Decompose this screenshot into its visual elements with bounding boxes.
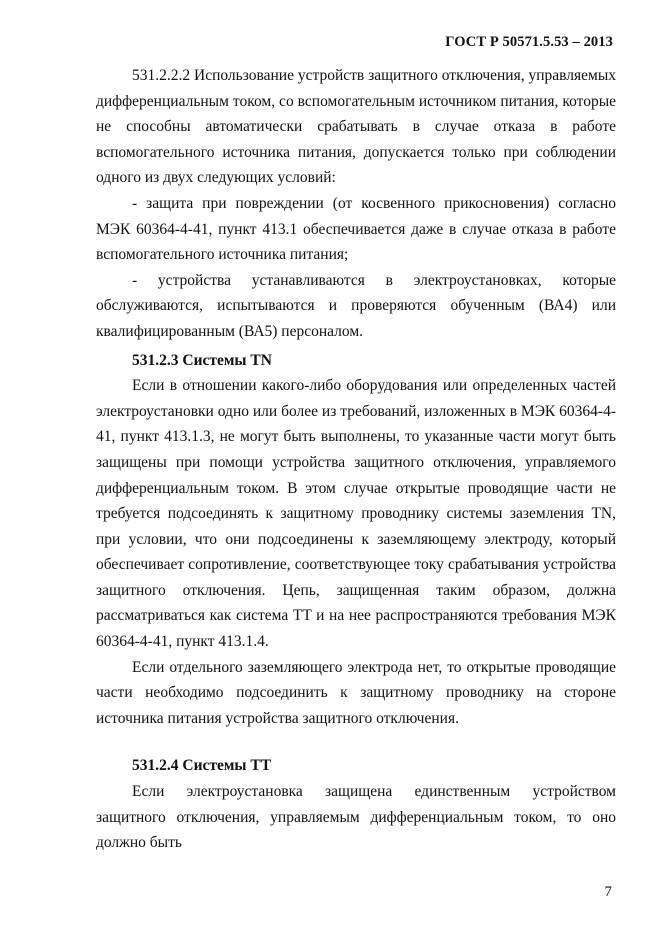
- standard-header: ГОСТ Р 50571.5.53 – 2013: [445, 34, 613, 50]
- document-body: [96, 63, 616, 856]
- paragraph-tn-note: Если отдельного заземляющего электрода нет, то открытые проводящие части необходимо подсоединить к защитному проводнику на стороне источника питания устройства защитного отключения.: [96, 658, 616, 727]
- page-number: 7: [604, 884, 612, 900]
- section-heading-tn: 531.2.3 Системы TN: [132, 351, 272, 369]
- paragraph-531-2-2-2: 531.2.2.2 Использование устройств защитного отключения, управляемых дифференциальным током, со вспомогательным источником питания, которые не способны автоматически срабатывать в случае отказа в работе вспомогательного источника питания, допускается только при соблюдении одного из двух следующих условий:: [96, 67, 616, 187]
- section-heading-tt: 531.2.4 Системы TT: [132, 757, 272, 775]
- paragraph-tt-main: Если электроустановка защищена единственным устройством защитного отключения, управляемым дифференциальным током, то оно должно быть: [96, 783, 616, 852]
- condition-item-1: - защита при повреждении (от косвенного прикосновения) согласно МЭК 60364-4-41, пункт 413.1 обеспечивается даже в случае отказа в работе вспомогательного источника питания;: [96, 194, 616, 264]
- condition-item-2: - устройства устанавливаются в электроустановках, которые обслуживаются, испытываются и проверяются обученным (ВА4) или квалифицированным (ВА5) персоналом.: [96, 271, 616, 340]
- paragraph-tn-main: Если в отношении какого-либо оборудования или определенных частей электроустановки одно или более из требований, изложенных в МЭК 60364-4-41, пункт 413.1.3, не могут быть выполнены, то указанные части могут быть защищены при помощи устройства защитного отключения, управляемого дифференциальным током. В этом случае открытые проводящие части не требуется подсоединять к защитному проводнику системы заземления TN, при условии, что они подсоединены к заземляющему электроду, который обеспечивает сопротивление, соответствующее току срабатывания устройства защитного отключения. Цепь, защищенная таким образом, должна рассматриваться как система TT и на нее распространяются требования МЭК 60364-4-41, пункт 413.1.4.: [96, 377, 616, 651]
